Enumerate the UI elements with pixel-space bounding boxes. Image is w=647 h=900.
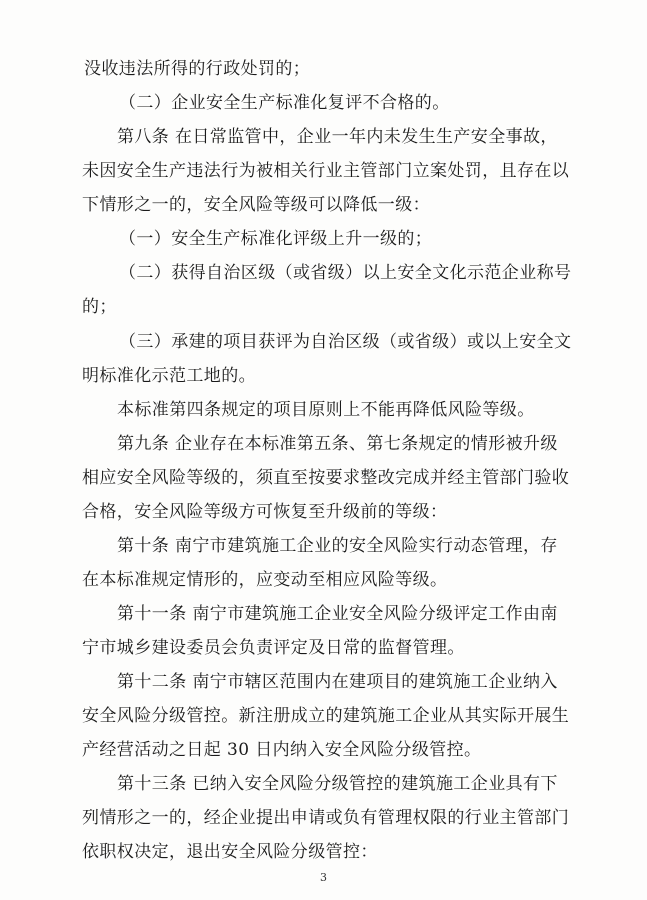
text-line: 第十三条 已纳入安全风险分级管控的建筑施工企业具有下 [117, 774, 558, 794]
text-line: （二）企业安全生产标准化复评不合格的。 [119, 93, 450, 113]
text-line: 合格，安全风险等级方可恢复至升级前的等级： [82, 502, 448, 522]
text-line: （三）承建的项目获评为自治区级（或省级）或以上安全文 [119, 332, 572, 352]
text-line: 产经营活动之日起 30 日内纳入安全风险分级管控。 [82, 740, 482, 760]
text-line: 第十条 南宁市建筑施工企业的安全风险实行动态管理，存 [117, 536, 558, 556]
text-line: 宁市城乡建设委员会负责评定及日常的监督管理。 [82, 638, 465, 658]
text-line: 列情形之一的，经企业提出申请或负有管理权限的行业主管部门 [82, 808, 570, 828]
text-line: 下情形之一的，安全风险等级可以降低一级： [82, 195, 430, 215]
text-line: 第十二条 南宁市辖区范围内在建项目的建筑施工企业纳入 [117, 672, 558, 692]
text-line: （二）获得自治区级（或省级）以上安全文化示范企业称号 [119, 263, 572, 283]
text-line: 本标准第四条规定的项目原则上不能再降低风险等级。 [117, 400, 535, 420]
text-line: 明标准化示范工地的。 [82, 366, 256, 386]
text-line: 第九条 企业存在本标准第五条、第七条规定的情形被升级 [117, 434, 558, 454]
text-line: 未因安全生产违法行为被相关行业主管部门立案处罚，且存在以 [82, 161, 570, 181]
text-line: （一）安全生产标准化评级上升一级的； [119, 229, 433, 249]
text-line: 没收违法所得的行政处罚的； [84, 59, 311, 79]
text-line: 安全风险分级管控。新注册成立的建筑施工企业从其实际开展生 [82, 706, 570, 726]
text-line: 在本标准规定情形的，应变动至相应风险等级。 [82, 570, 448, 590]
text-line: 第八条 在日常监管中，企业一年内未发生生产安全事故， [117, 127, 558, 147]
page-number: 3 [320, 871, 327, 884]
text-line: 的； [82, 297, 117, 317]
text-line: 第十一条 南宁市建筑施工企业安全风险分级评定工作由南 [117, 604, 558, 624]
text-line: 依职权决定，退出安全风险分级管控： [82, 842, 378, 862]
text-line: 相应安全风险等级的，须直至按要求整改完成并经主管部门验收 [82, 468, 570, 488]
